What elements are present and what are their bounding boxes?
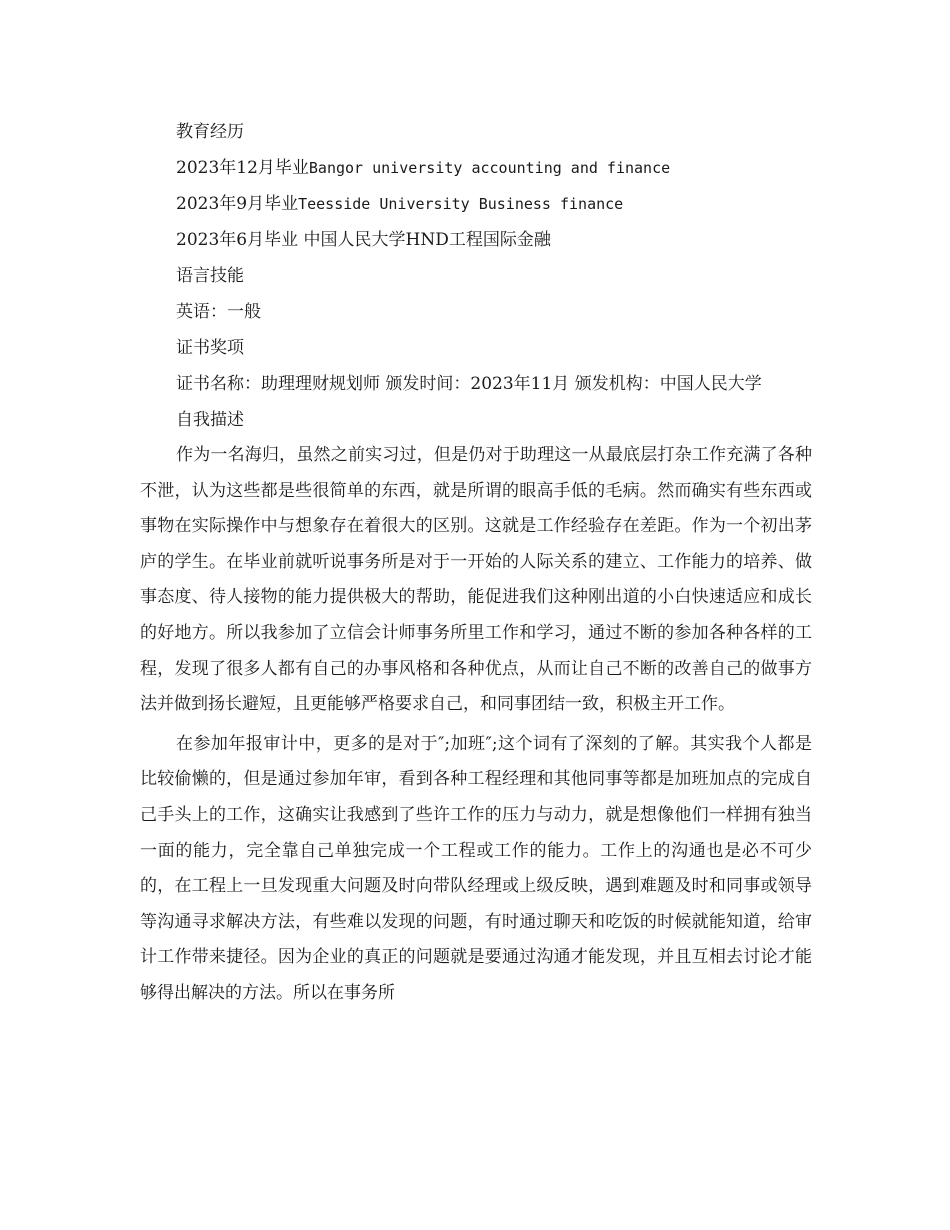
education-heading: 教育经历 [176,122,244,142]
education-date: 2023年12月毕业 [176,158,309,178]
education-item [140,222,812,258]
self-description-heading: 自我描述 [176,410,244,430]
language-item: 英语：一般 [176,302,261,322]
education-date: 2023年9月毕业 [176,194,299,214]
education-detail: Teesside University Business finance [298,195,624,213]
resume-page [140,114,812,1012]
education-date: 2023年6月毕业 [176,230,299,250]
certificate-item: 证书名称：助理理财规划师 颁发时间：2023年11月 颁发机构：中国人民大学 [176,374,762,394]
self-description-paragraph: 在参加年报审计中，更多的是对于″;加班″;这个词有了深刻的了解。其实我个人都是比较偷懒的，但是通过参加年审，看到各种工程经理和其他同事等都是加班加点的完成自己手头上的工作，这确实让我感到了些许工作的压力与动力，就是想像他们一样拥有独当一面的能力，完全靠自己单独完成一个工程或工作的能力。工作上的沟通也是必不可少的，在工程上一旦发现重大问题及时向带队经理或上级反映，遇到难题及时和同事或领导等沟通寻求解决方法，有些难以发现的问题，有时通过聊天和吃饭的时候就能知道，给审计工作带来捷径。因为企业的真正的问题就是要通过沟通才能发现，并且互相去讨论才能够得出解决的方法。所以在事务所 [140,733,812,1003]
education-item [140,186,812,222]
certificates-heading: 证书奖项 [176,338,244,358]
education-detail: 中国人民大学HND工程国际金融 [303,230,551,250]
education-detail: Bangor university accounting and finance [308,159,671,177]
self-description-paragraph: 作为一名海归，虽然之前实习过，但是仍对于助理这一从最底层打杂工作充满了各种不泄，认为这些都是些很简单的东西，就是所谓的眼高手低的毛病。然而确实有些东西或事物在实际操作中与想象存在着很大的区别。这就是工作经验存在差距。作为一个初出茅庐的学生。在毕业前就听说事务所是对于一开始的人际关系的建立、工作能力的培养、做事态度、待人接物的能力提供极大的帮助，能促进我们这种刚出道的小白快速适应和成长的好地方。所以我参加了立信会计师事务所里工作和学习，通过不断的参加各种各样的工程，发现了很多人都有自己的办事风格和各种优点，从而让自己不断的改善自己的做事方法并做到扬长避短，且更能够严格要求自己，和同事团结一致，积极主开工作。 [140,445,812,715]
education-item [140,150,812,186]
language-heading: 语言技能 [176,266,244,286]
